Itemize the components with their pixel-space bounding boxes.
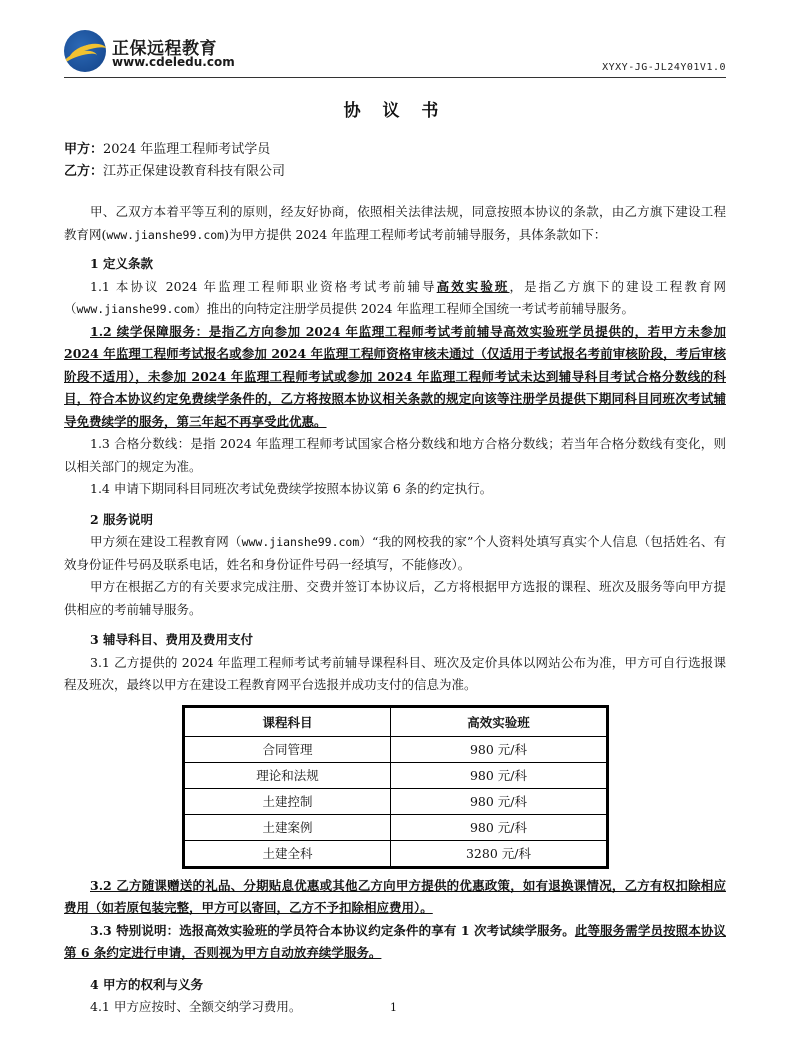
s2-url: www.jianshe99.com	[241, 535, 360, 549]
price-cell: 980 元/科	[391, 736, 606, 762]
section-3-heading: 3 辅导科目、费用及费用支付	[90, 632, 254, 647]
price-table	[184, 707, 607, 867]
course-cell: 合同管理	[184, 736, 391, 762]
party-a-value: 2024 年监理工程师考试学员	[103, 142, 271, 157]
course-cell: 土建案例	[184, 814, 391, 840]
party-b-label: 乙方：	[64, 164, 104, 179]
party-a-label: 甲方：	[64, 142, 104, 157]
table-row	[184, 762, 606, 788]
intro-text-2: )为甲方提供 2024 年监理工程师考试考前辅导服务，具体条款如下：	[224, 226, 607, 242]
table-row	[184, 788, 606, 814]
header-divider	[64, 77, 726, 78]
price-table-header-row	[184, 707, 606, 736]
price-cell: 980 元/科	[391, 762, 606, 788]
course-cell: 土建全科	[184, 840, 391, 866]
clause-1-1-text-a: 1.1 本协议 2024 年监理工程师职业资格考试考前辅导	[90, 278, 437, 294]
party-b-value: 江苏正保建设教育科技有限公司	[103, 164, 286, 179]
intro-url: www.jianshe99.com	[106, 227, 225, 242]
table-row	[184, 736, 606, 762]
document-title: 协 议 书	[343, 101, 447, 121]
clause-1-1-url: www.jianshe99.com	[76, 302, 195, 316]
section-2-heading: 2 服务说明	[90, 511, 154, 527]
party-a	[64, 139, 726, 161]
price-cell: 980 元/科	[391, 814, 606, 840]
party-b	[64, 161, 726, 183]
clause-1-3: 1.3 合格分数线：是指 2024 年监理工程师考试国家合格分数线和地方合格分数线；若当年合格分数线有变化，则以相关部门的规定为准。	[64, 436, 726, 474]
price-table-header: 课程科目	[184, 707, 391, 736]
section-2-paragraph-1	[64, 531, 726, 576]
page-number: 1	[390, 1001, 397, 1014]
price-cell: 3280 元/科	[391, 840, 606, 866]
document-body	[64, 96, 726, 1019]
clause-3-3-text-b: 此等服务需学员按照本协议第 6 条约定进行申请，否则视为甲方自动放弃续学服务。	[64, 922, 726, 960]
course-cell: 土建控制	[184, 788, 391, 814]
price-cell: 980 元/科	[391, 788, 606, 814]
intro-text-1: 甲、乙双方本着平等互利的原则，经友好协商，依照相关法律法规，同意按照本协议的条款，由乙方旗下建设工程教育网(	[64, 204, 726, 242]
s2-text-b: ）“我的网校我的家”个人资料处填写真实个人信息（包括姓名、有效身份证件号码及联系电话，姓名和身份证件号码一经填写，不能修改）。	[64, 534, 726, 572]
clause-1-1-text-c: ，是指乙方旗下的建设工程教育网（	[64, 278, 726, 316]
clause-1-1-text-d: ）推出的向特定注册学员提供 2024 年监理工程师全国统一考试考前辅导服务。	[194, 301, 634, 316]
brand-logo-icon	[64, 30, 106, 72]
s2-text-a: 甲方须在建设工程教育网（	[90, 534, 242, 549]
clause-3-2: 3.2 乙方随课赠送的礼品、分期贴息优惠或其他乙方向甲方提供的优惠政策，如有退换课情况，乙方有权扣除相应费用（如若原包装完整，甲方可以寄回，乙方不予扣除相应费用）。	[64, 877, 726, 915]
intro-paragraph	[64, 201, 726, 246]
price-table-frame	[182, 705, 609, 869]
section-1-heading: 1 定义条款	[90, 256, 154, 271]
table-row	[184, 814, 606, 840]
section-4-heading: 4 甲方的权利与义务	[90, 976, 204, 992]
clause-4-1: 4.1 甲方应按时、全额交纳学习费用。	[90, 999, 302, 1014]
clause-3-3	[64, 920, 726, 965]
clause-1-4: 1.4 申请下期同科目同班次考试免费续学按照本协议第 6 条的约定执行。	[90, 481, 493, 496]
clause-3-1: 3.1 乙方提供的 2024 年监理工程师考试考前辅导课程科目、班次及定价具体以网站公布为准，甲方可自行选报课程及班次，最终以甲方在建设工程教育网平台选报并成功支付的信息为准。	[64, 654, 726, 692]
table-row	[184, 840, 606, 866]
course-cell: 理论和法规	[184, 762, 391, 788]
brand-name: 正保远程教育	[112, 39, 217, 59]
brand-url: www.cdeledu.com	[112, 55, 235, 69]
clause-1-2: 1.2 续学保障服务：是指乙方向参加 2024 年监理工程师考试考前辅导高效实验班学员提供的，若甲方未参加 2024 年监理工程师考试报名或参加 2024 年监理工程师资格审核未通过（仅适用于考试报名考前审核阶段，考后审核阶段不适用），未参加 2024 年监理工程师考试或参加 2024 年监理工程师考试未达到辅导科目考试合格分数线的科目，符合本协议约定免费续学条件的，乙方将按照本协议相关条款的规定向该等注册学员提供下期同科目同班次考试辅导免费续学的服务，第三年起不再享受此优惠。	[64, 323, 726, 429]
document-code: XYXY-JG-JL24Y01V1.0	[602, 62, 726, 73]
page-header	[64, 30, 726, 76]
clause-1-1	[64, 276, 726, 321]
clause-3-3-text-a: 3.3 特别说明：选报高效实验班的学员符合本协议约定条件的享有 1 次考试续学服务。	[90, 922, 575, 938]
section-2-paragraph-2: 甲方在根据乙方的有关要求完成注册、交费并签订本协议后，乙方将根据甲方选报的课程、班次及服务等向甲方提供相应的考前辅导服务。	[64, 579, 726, 617]
price-table-header: 高效实验班	[391, 707, 606, 736]
clause-1-1-class-name: 高效实验班	[436, 278, 510, 294]
